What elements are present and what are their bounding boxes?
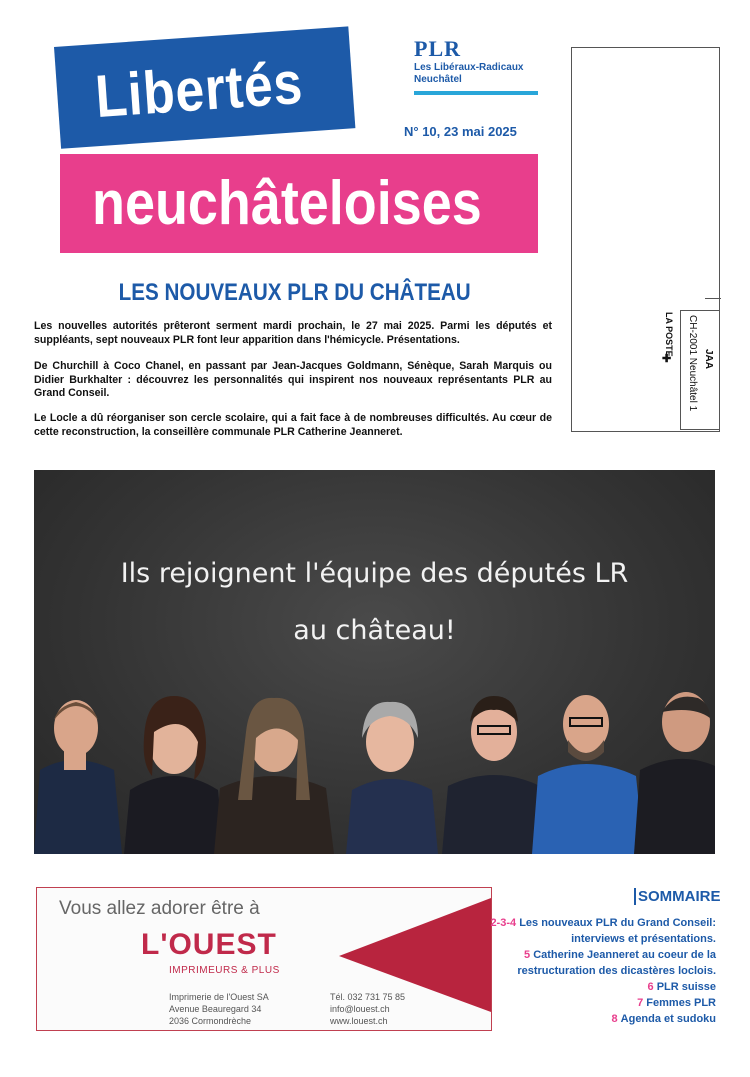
title-line-1: Libertés bbox=[93, 48, 306, 131]
sommaire-item[interactable]: 7 Femmes PLR bbox=[637, 997, 716, 1009]
address-box-divider bbox=[705, 298, 721, 299]
intro-paragraph-1: Les nouvelles autorités prêteront serment mardi prochain, le 27 mai 2025. Parmi les députés et suppléants, sept nouveaux PLR font leur apparition dans l'hémicycle. Présentations. bbox=[34, 320, 552, 346]
advertisement[interactable] bbox=[36, 887, 492, 1031]
party-sub-2: Neuchâtel bbox=[414, 74, 462, 85]
sommaire-item[interactable]: 6 PLR suisse bbox=[647, 981, 716, 993]
person-1 bbox=[34, 700, 122, 854]
intro-paragraph-2: De Churchill à Coco Chanel, en passant par Jean-Jacques Goldmann, Sénèque, Sarah Marquis ou Didier Burkhalter : découvrez les personnalités qui inspirent nos nouveaux représentants PLR au Grand Conseil. bbox=[34, 360, 552, 399]
person-3 bbox=[214, 698, 334, 854]
person-2 bbox=[124, 696, 224, 854]
intro-paragraph-3: Le Locle a dû réorganiser son cercle scolaire, qui a fait face à de nombreuses difficultés. Au cœur de cette reconstruction, la conseillère communale PLR Catherine Jeanneret. bbox=[34, 412, 552, 438]
headline: LES NOUVEAUX PLR DU CHÂTEAU bbox=[118, 279, 472, 306]
group-photo bbox=[34, 470, 715, 854]
ad-contact-phone: Tél. 032 731 75 85 bbox=[330, 992, 406, 1002]
sommaire-item[interactable]: 5 Catherine Jeanneret au coeur de la bbox=[524, 949, 716, 961]
chalk-text-line-1: Ils rejoignent l'équipe des députés LR bbox=[120, 558, 629, 589]
party-name: PLR bbox=[414, 36, 461, 61]
ad-address-line: 2036 Cormondrèche bbox=[169, 1016, 252, 1026]
party-sub-1: Les Libéraux-Radicaux bbox=[414, 62, 524, 73]
logo-underline bbox=[414, 91, 538, 95]
person-6 bbox=[532, 695, 644, 854]
chalk-text-line-2: au château! bbox=[293, 615, 456, 646]
ad-headline: Vous allez adorer être à bbox=[59, 898, 260, 919]
title-block-pink bbox=[60, 154, 538, 253]
issue-number: N° 10, 23 mai 2025 bbox=[404, 124, 517, 139]
jaa-label: JAA bbox=[703, 349, 714, 370]
sommaire-item[interactable]: 2-3-4 Les nouveaux PLR du Grand Conseil: bbox=[490, 917, 716, 929]
person-7 bbox=[634, 692, 715, 854]
la-poste-label: LA POSTE bbox=[664, 312, 674, 357]
ad-address-line: Imprimerie de l'Ouest SA bbox=[169, 992, 269, 1002]
person-5 bbox=[442, 696, 546, 854]
ad-brand: L'OUEST bbox=[141, 928, 277, 961]
title-line-2: neuchâteloises bbox=[92, 169, 482, 238]
ad-arrow-shape bbox=[331, 888, 491, 1031]
sommaire-item[interactable]: 8 Agenda et sudoku bbox=[611, 1013, 716, 1025]
ad-address-line: Avenue Beauregard 34 bbox=[169, 1004, 262, 1014]
ad-brand-sub: IMPRIMEURS & PLUS bbox=[169, 965, 280, 976]
group-silhouettes bbox=[34, 470, 715, 854]
sommaire-item[interactable]: restructuration des dicastères loclois. bbox=[517, 965, 716, 977]
person-4 bbox=[346, 702, 438, 854]
title-block-blue bbox=[54, 26, 355, 148]
postcode-label: CH-2001 Neuchâtel 1 bbox=[687, 315, 698, 412]
ad-contact-email: info@louest.ch bbox=[330, 1004, 390, 1014]
swiss-cross-icon: ✚ bbox=[662, 353, 672, 365]
franking-box bbox=[680, 310, 720, 430]
sommaire-title: SOMMAIRE bbox=[634, 888, 721, 905]
ad-contact-web: www.louest.ch bbox=[330, 1016, 388, 1026]
plr-logo bbox=[414, 36, 538, 95]
sommaire-item[interactable]: interviews et présentations. bbox=[571, 933, 716, 945]
